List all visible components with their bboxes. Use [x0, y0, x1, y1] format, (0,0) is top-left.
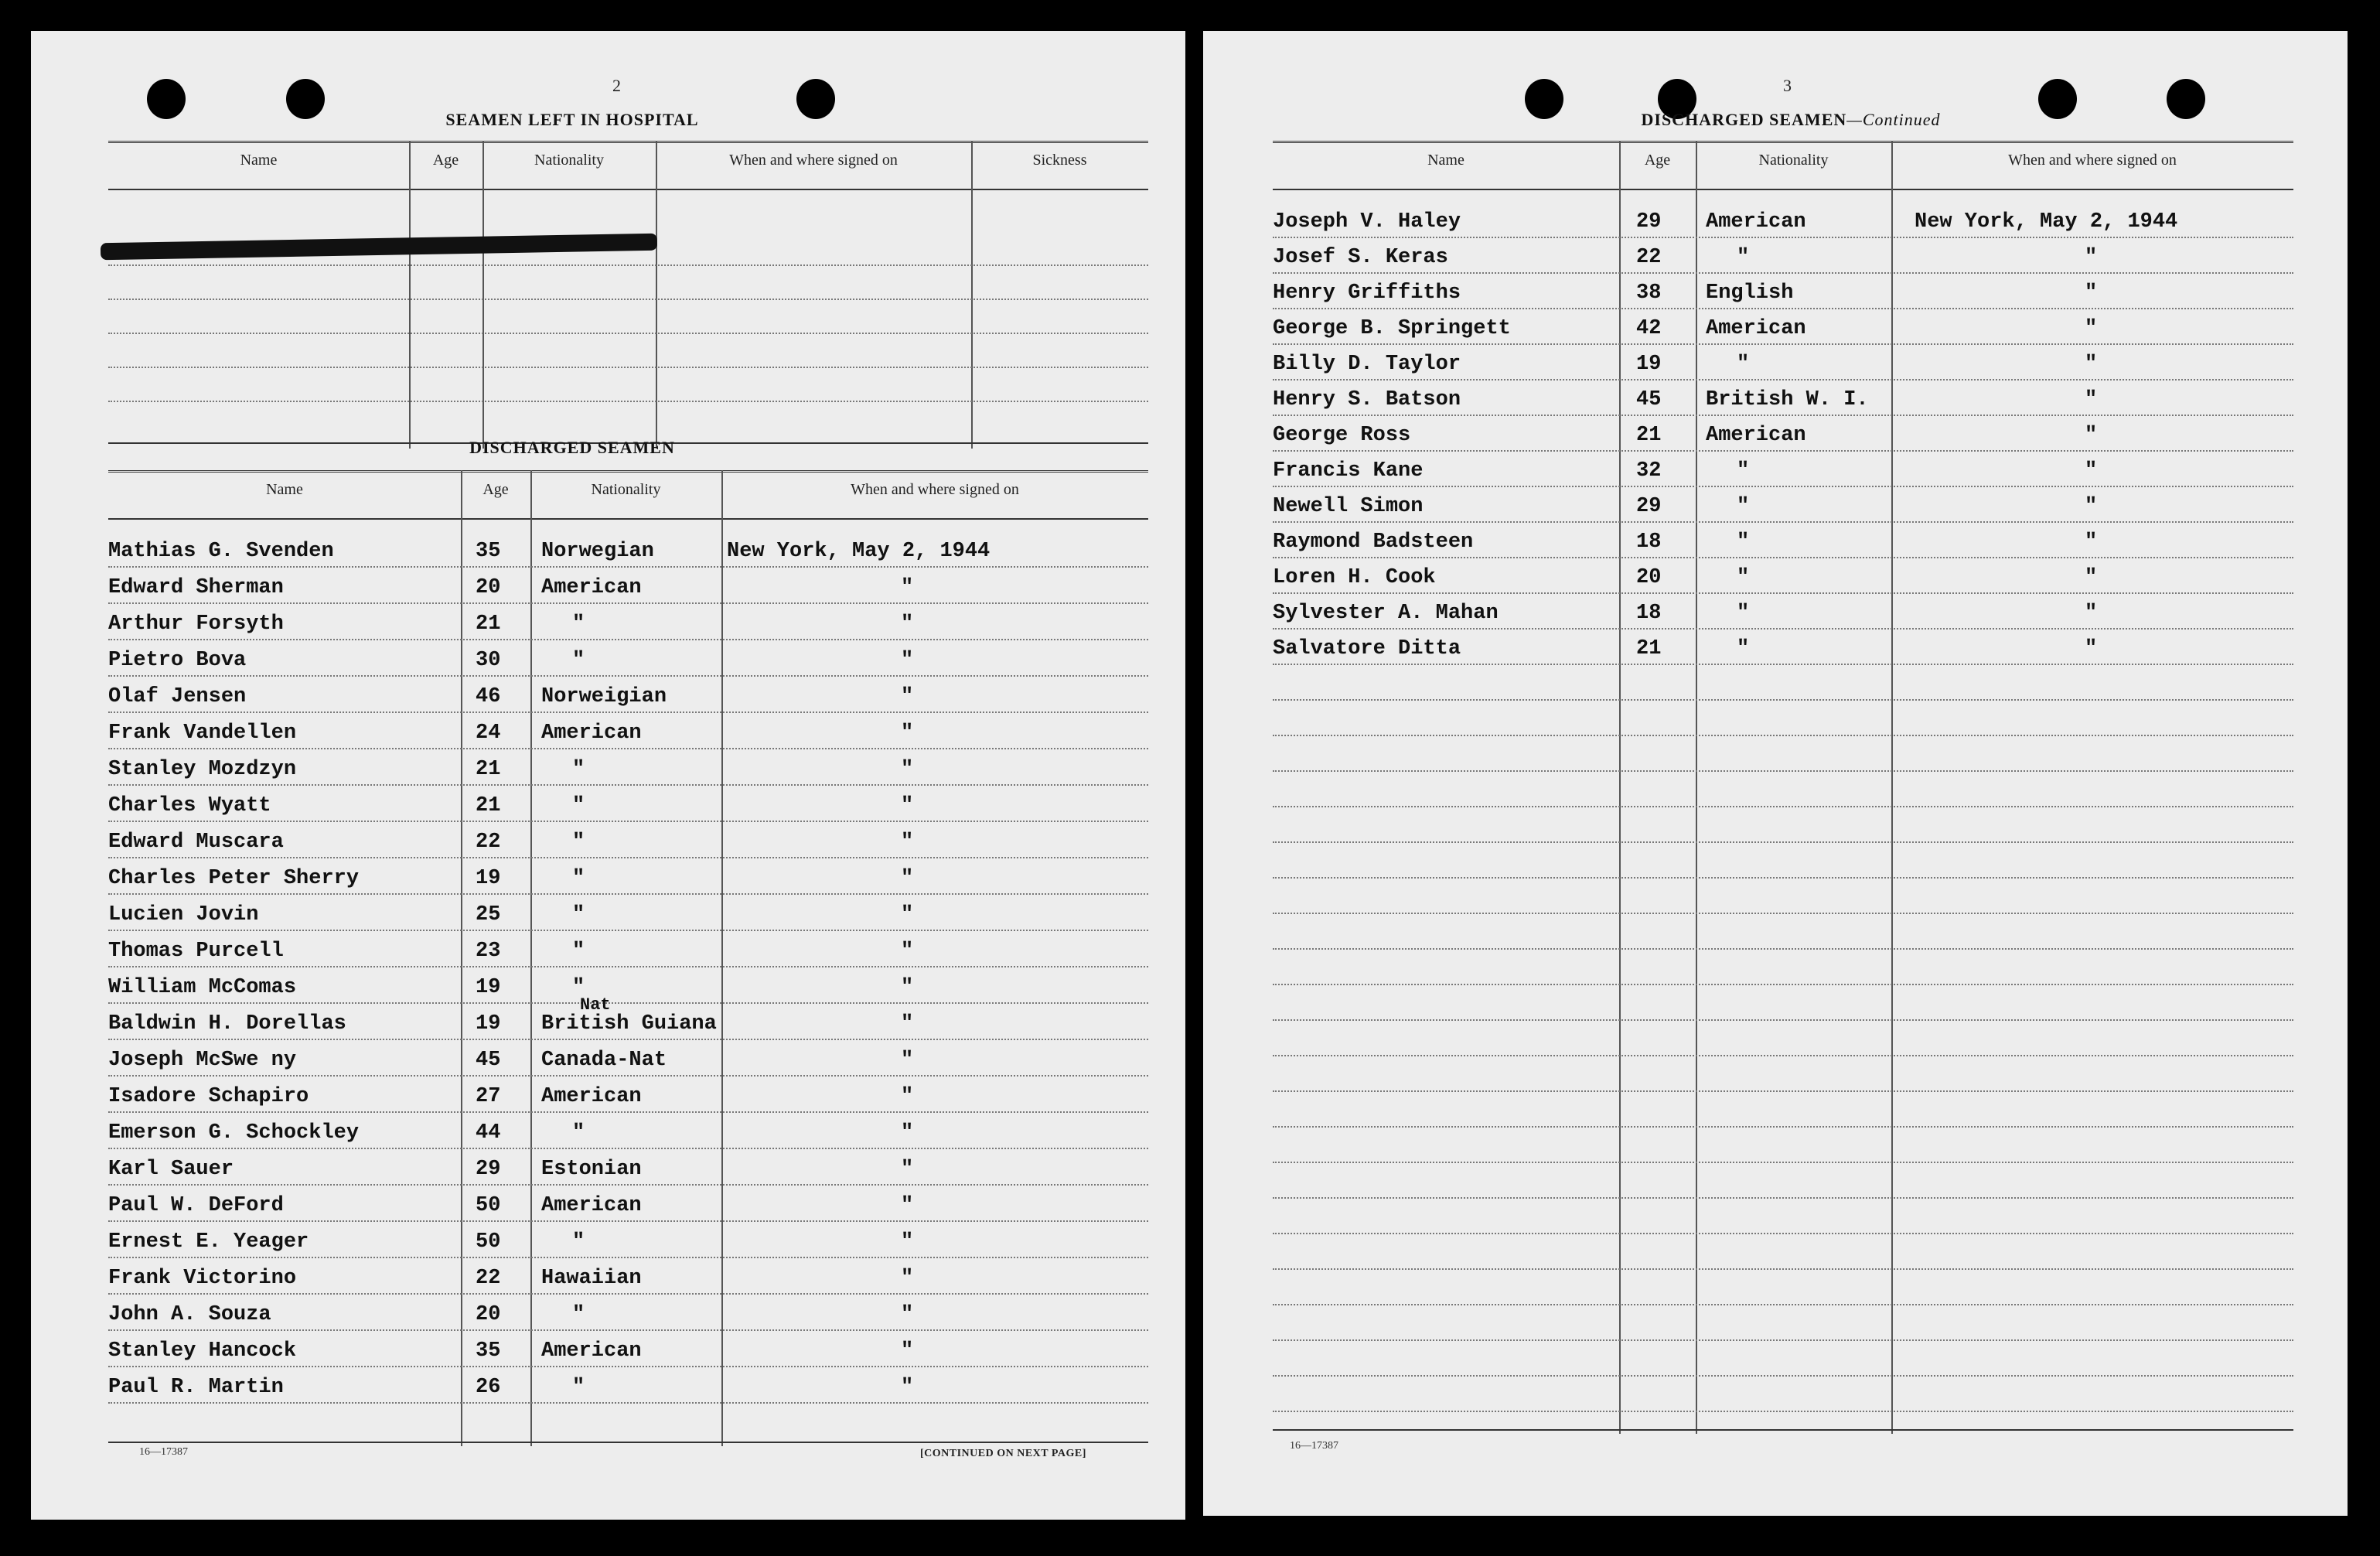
cell-name: Raymond Badsteen [1273, 531, 1474, 554]
cell-age: 18 [1636, 531, 1662, 554]
cell-name: George Ross [1273, 424, 1411, 447]
cell-signed-on: " [2085, 353, 2098, 376]
cell-signed-on: " [901, 1121, 914, 1145]
cell-name: Karl Sauer [108, 1158, 234, 1181]
punch-hole [286, 79, 325, 119]
cell-age: 27 [476, 1085, 501, 1108]
cell-name: Pietro Bova [108, 649, 247, 672]
cell-nationality: " [572, 1376, 585, 1399]
cell-age: 38 [1636, 282, 1662, 305]
cell-age: 29 [476, 1158, 501, 1181]
title-main: DISCHARGED SEAMEN [1641, 110, 1847, 129]
cell-signed-on: " [901, 903, 914, 926]
cell-name: Baldwin H. Dorellas [108, 1012, 346, 1036]
cell-signed-on: New York, May 2, 1944 [1915, 210, 2178, 234]
col-header-age: Age [482, 481, 509, 498]
cell-age: 19 [1636, 353, 1662, 376]
cell-age: 24 [476, 722, 501, 745]
col-header-nationality: Nationality [534, 152, 604, 169]
cell-signed-on: " [2085, 531, 2098, 554]
cell-nationality: " [572, 976, 585, 999]
cell-nationality: British Guiana [541, 1012, 717, 1036]
cell-age: 44 [476, 1121, 501, 1145]
cell-signed-on: " [901, 1158, 914, 1181]
cell-nationality: American [1706, 424, 1806, 447]
cell-age: 42 [1636, 317, 1662, 340]
cell-name: Edward Sherman [108, 576, 284, 599]
hospital-section-title: SEAMEN LEFT IN HOSPITAL [445, 110, 699, 129]
cell-signed-on: " [2085, 459, 2098, 483]
cell-signed-on: " [2085, 495, 2098, 518]
cell-nationality: " [572, 1230, 585, 1254]
cell-age: 46 [476, 685, 501, 708]
col-header-signed-on: When and where signed on [2008, 152, 2177, 169]
col-header-signed-on: When and where signed on [729, 152, 898, 169]
cell-signed-on: " [901, 867, 914, 890]
page-number: 3 [1783, 76, 1792, 95]
cell-name: George B. Springett [1273, 317, 1511, 340]
cell-name: Newell Simon [1273, 495, 1424, 518]
cell-age: 32 [1636, 459, 1662, 483]
cell-nationality: " [572, 613, 585, 636]
cell-age: 21 [1636, 424, 1662, 447]
cell-signed-on: " [901, 940, 914, 963]
cell-signed-on: " [2085, 246, 2098, 269]
cell-signed-on: " [901, 722, 914, 745]
cell-age: 18 [1636, 602, 1662, 625]
cell-nationality: Norweigian [541, 685, 667, 708]
cell-nationality: " [572, 903, 585, 926]
left-page [31, 31, 1185, 1520]
cell-nationality: " [1737, 602, 1750, 625]
cell-signed-on: " [901, 1303, 914, 1326]
cell-age: 35 [476, 1339, 501, 1363]
cell-nationality: " [572, 794, 585, 817]
cell-name: Joseph McSwe ny [108, 1049, 297, 1072]
cell-signed-on: " [901, 1049, 914, 1072]
cell-name: Loren H. Cook [1273, 566, 1436, 589]
cell-age: 29 [1636, 210, 1662, 234]
cell-age: 20 [476, 576, 501, 599]
cell-age: 21 [476, 758, 501, 781]
cell-signed-on: " [901, 685, 914, 708]
cell-nationality: American [1706, 210, 1806, 234]
cell-nationality: American [541, 1339, 642, 1363]
cell-name: Joseph V. Haley [1273, 210, 1461, 234]
discharged-continued-title [1574, 110, 2007, 130]
cell-nationality: " [572, 940, 585, 963]
cell-signed-on: " [901, 1339, 914, 1363]
cell-nationality: American [541, 1194, 642, 1217]
cell-name: Olaf Jensen [108, 685, 247, 708]
cell-name: Ernest E. Yeager [108, 1230, 309, 1254]
cell-age: 22 [476, 831, 501, 854]
punch-hole [2167, 79, 2205, 119]
page-number: 2 [612, 76, 621, 95]
cell-age: 19 [476, 1012, 501, 1036]
right-page [1203, 31, 2348, 1516]
cell-nationality: English [1706, 282, 1794, 305]
cell-name: Sylvester A. Mahan [1273, 602, 1499, 625]
cell-nationality: " [572, 831, 585, 854]
cell-name: Mathias G. Svenden [108, 540, 334, 563]
cell-signed-on: " [2085, 566, 2098, 589]
cell-nationality: " [572, 649, 585, 672]
cell-age: 21 [1636, 637, 1662, 660]
cell-age: 29 [1636, 495, 1662, 518]
cell-age: 50 [476, 1194, 501, 1217]
cell-age: 22 [1636, 246, 1662, 269]
cell-signed-on: " [901, 576, 914, 599]
cell-name: Salvatore Ditta [1273, 637, 1461, 660]
cell-age: 25 [476, 903, 501, 926]
punch-hole [147, 79, 186, 119]
cell-nationality: " [572, 1121, 585, 1145]
cell-nationality-note: Nat [580, 995, 611, 1015]
col-header-sickness: Sickness [1032, 152, 1087, 169]
cell-signed-on: " [901, 1230, 914, 1254]
cell-age: 19 [476, 976, 501, 999]
cell-age: 21 [476, 794, 501, 817]
cell-signed-on: " [901, 1012, 914, 1036]
cell-signed-on: " [901, 1267, 914, 1290]
cell-name: Stanley Hancock [108, 1339, 297, 1363]
cell-age: 26 [476, 1376, 501, 1399]
cell-signed-on: " [2085, 317, 2098, 340]
cell-nationality: American [541, 722, 642, 745]
cell-age: 35 [476, 540, 501, 563]
col-header-name: Name [1427, 152, 1464, 169]
title-suffix: —Continued [1846, 110, 1941, 129]
cell-name: Emerson G. Schockley [108, 1121, 360, 1145]
cell-nationality: " [1737, 353, 1750, 376]
col-header-name: Name [240, 152, 278, 169]
cell-nationality: Estonian [541, 1158, 642, 1181]
cell-nationality: " [1737, 637, 1750, 660]
cell-signed-on: " [901, 976, 914, 999]
cell-signed-on: " [2085, 602, 2098, 625]
cell-signed-on: " [901, 831, 914, 854]
cell-name: Francis Kane [1273, 459, 1424, 483]
cell-nationality: " [1737, 531, 1750, 554]
cell-signed-on: " [2085, 282, 2098, 305]
col-header-name: Name [266, 481, 303, 498]
redaction-scribble [101, 234, 657, 261]
punch-hole [1525, 79, 1563, 119]
cell-name: Billy D. Taylor [1273, 353, 1461, 376]
cell-age: 21 [476, 613, 501, 636]
cell-age: 19 [476, 867, 501, 890]
cell-name: Edward Muscara [108, 831, 284, 854]
form-number: 16—17387 [1290, 1440, 1338, 1452]
col-header-age: Age [1644, 152, 1671, 169]
continued-note: [CONTINUED ON NEXT PAGE] [920, 1448, 1086, 1459]
cell-signed-on: " [901, 758, 914, 781]
cell-nationality: " [1737, 246, 1750, 269]
cell-name: Paul R. Martin [108, 1376, 284, 1399]
cell-name: Frank Vandellen [108, 722, 297, 745]
punch-hole [2038, 79, 2077, 119]
cell-name: Isadore Schapiro [108, 1085, 309, 1108]
col-header-nationality: Nationality [1758, 152, 1829, 169]
punch-hole [796, 79, 835, 119]
cell-age: 20 [1636, 566, 1662, 589]
cell-nationality: Hawaiian [541, 1267, 642, 1290]
cell-nationality: " [1737, 459, 1750, 483]
discharged-continued-table [1273, 141, 2293, 1434]
cell-nationality: " [572, 1303, 585, 1326]
col-header-nationality: Nationality [591, 481, 661, 498]
cell-name: Josef S. Keras [1273, 246, 1448, 269]
discharged-table [108, 470, 1148, 1446]
cell-nationality: " [572, 867, 585, 890]
form-number: 16—17387 [139, 1446, 188, 1458]
cell-nationality: " [572, 758, 585, 781]
cell-age: 23 [476, 940, 501, 963]
cell-name: Charles Peter Sherry [108, 867, 360, 890]
cell-nationality: American [1706, 317, 1806, 340]
cell-signed-on: " [901, 794, 914, 817]
cell-signed-on: New York, May 2, 1944 [727, 540, 991, 563]
cell-name: Lucien Jovin [108, 903, 259, 926]
cell-signed-on: " [901, 1085, 914, 1108]
cell-signed-on: " [2085, 424, 2098, 447]
cell-signed-on: " [2085, 388, 2098, 411]
cell-name: William McComas [108, 976, 297, 999]
cell-name: John A. Souza [108, 1303, 271, 1326]
cell-age: 45 [476, 1049, 501, 1072]
cell-name: Henry S. Batson [1273, 388, 1461, 411]
cell-nationality: Canada-Nat [541, 1049, 667, 1072]
cell-name: Paul W. DeFord [108, 1194, 284, 1217]
col-header-age: Age [432, 152, 459, 169]
cell-name: Charles Wyatt [108, 794, 271, 817]
cell-age: 50 [476, 1230, 501, 1254]
cell-signed-on: " [901, 613, 914, 636]
cell-nationality: American [541, 1085, 642, 1108]
cell-age: 22 [476, 1267, 501, 1290]
discharged-section-title: DISCHARGED SEAMEN [469, 438, 675, 457]
cell-age: 20 [476, 1303, 501, 1326]
cell-name: Henry Griffiths [1273, 282, 1461, 305]
cell-age: 45 [1636, 388, 1662, 411]
hospital-table [108, 141, 1148, 449]
cell-signed-on: " [901, 1194, 914, 1217]
cell-name: Thomas Purcell [108, 940, 284, 963]
cell-name: Arthur Forsyth [108, 613, 284, 636]
cell-nationality: " [1737, 495, 1750, 518]
cell-signed-on: " [901, 649, 914, 672]
cell-name: Frank Victorino [108, 1267, 297, 1290]
cell-name: Stanley Mozdzyn [108, 758, 297, 781]
cell-nationality: British W. I. [1706, 388, 1869, 411]
cell-signed-on: " [901, 1376, 914, 1399]
col-header-signed-on: When and where signed on [851, 481, 1019, 498]
cell-nationality: " [1737, 566, 1750, 589]
cell-nationality: American [541, 576, 642, 599]
cell-nationality: Norwegian [541, 540, 654, 563]
cell-signed-on: " [2085, 637, 2098, 660]
cell-age: 30 [476, 649, 501, 672]
